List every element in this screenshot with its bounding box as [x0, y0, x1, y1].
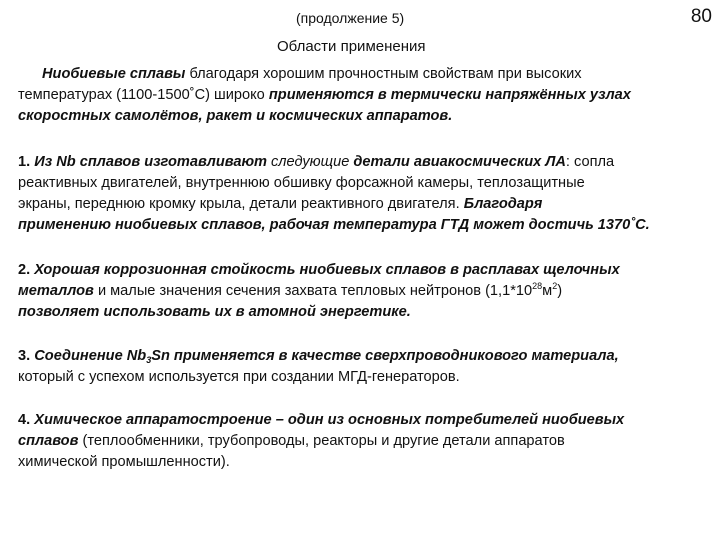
page-number: 80	[690, 6, 712, 27]
item-4-line-1	[18, 410, 706, 431]
intro-paragraph	[18, 64, 706, 127]
item-2-line-3	[18, 302, 706, 323]
item-text: следующие	[266, 154, 354, 170]
intro-text: благодаря хорошим прочностным свойствам при высоких	[185, 66, 582, 82]
item-3-line-2: который с успехом используется при создании МГД-генераторов.	[18, 369, 460, 385]
continuation-note: (продолжение 5)	[296, 10, 405, 26]
item-text: экраны, переднюю кромку крыла, детали реактивного двигателя.	[18, 196, 464, 212]
item-1-paragraph	[18, 152, 706, 236]
exponent: 28	[532, 281, 543, 291]
item-number: 1.	[18, 154, 35, 170]
exponent: 2	[552, 281, 558, 291]
item-text: : сопла	[565, 154, 615, 170]
intro-emphasis: применяются в термически напряжённых узлах	[268, 87, 631, 103]
item-2-line-1	[18, 260, 706, 281]
item-emphasis: Хорошая коррозионная стойкость ниобиевых сплавов в расплавах щелочных	[34, 262, 620, 278]
item-emphasis: сплавов	[18, 433, 79, 449]
item-emphasis: Благодаря	[463, 196, 543, 212]
item-emphasis: Из Nb сплавов изготавливают	[34, 154, 267, 170]
item-3-line-1	[18, 346, 706, 367]
item-text: и малые значения сечения захвата тепловых нейтронов (1,1*10	[93, 283, 533, 299]
intro-text: температурах (1100-1500˚С) широко	[18, 87, 269, 103]
item-emphasis: позволяет использовать их в атомной энергетике.	[18, 304, 411, 320]
item-4-line-2	[18, 431, 706, 452]
item-1-line-3	[18, 194, 706, 215]
item-text: )	[557, 283, 563, 299]
item-emphasis: применению ниобиевых сплавов, рабочая температура ГТД может достичь 1370˚С.	[18, 217, 650, 233]
item-4-paragraph	[18, 410, 706, 473]
intro-line-2	[18, 85, 706, 106]
item-4-line-3: химической промышленности).	[18, 454, 230, 470]
item-emphasis: Соединение Nb	[34, 348, 147, 364]
item-number: 2.	[18, 262, 35, 278]
item-text: (теплообменники, трубопроводы, реакторы и другие детали аппаратов	[78, 433, 565, 449]
item-text: м	[542, 283, 553, 299]
section-title: Области применения	[277, 38, 426, 55]
intro-line-1	[18, 64, 706, 85]
item-2-line-2	[18, 281, 706, 302]
item-1-line-4	[18, 215, 706, 236]
item-emphasis: Sn применяется в качестве сверхпроводникового материала,	[151, 348, 619, 364]
item-1-line-2: реактивных двигателей, внутреннюю обшивку форсажной камеры, теплозащитные	[18, 175, 585, 191]
intro-emphasis: скоростных самолётов, ракет и космических аппаратов.	[18, 108, 453, 124]
item-1-line-1	[18, 152, 706, 173]
item-emphasis: детали авиакосмических ЛА	[353, 154, 566, 170]
intro-line-3	[18, 106, 706, 127]
item-3-paragraph	[18, 346, 706, 388]
subscript: 3	[146, 355, 152, 365]
item-number: 3.	[18, 348, 35, 364]
item-2-paragraph	[18, 260, 706, 323]
item-emphasis: Химическое аппаратостроение – один из основных потребителей ниобиевых	[34, 412, 625, 428]
intro-term: Ниобиевые сплавы	[42, 66, 186, 82]
item-emphasis: металлов	[18, 283, 94, 299]
item-number: 4.	[18, 412, 35, 428]
